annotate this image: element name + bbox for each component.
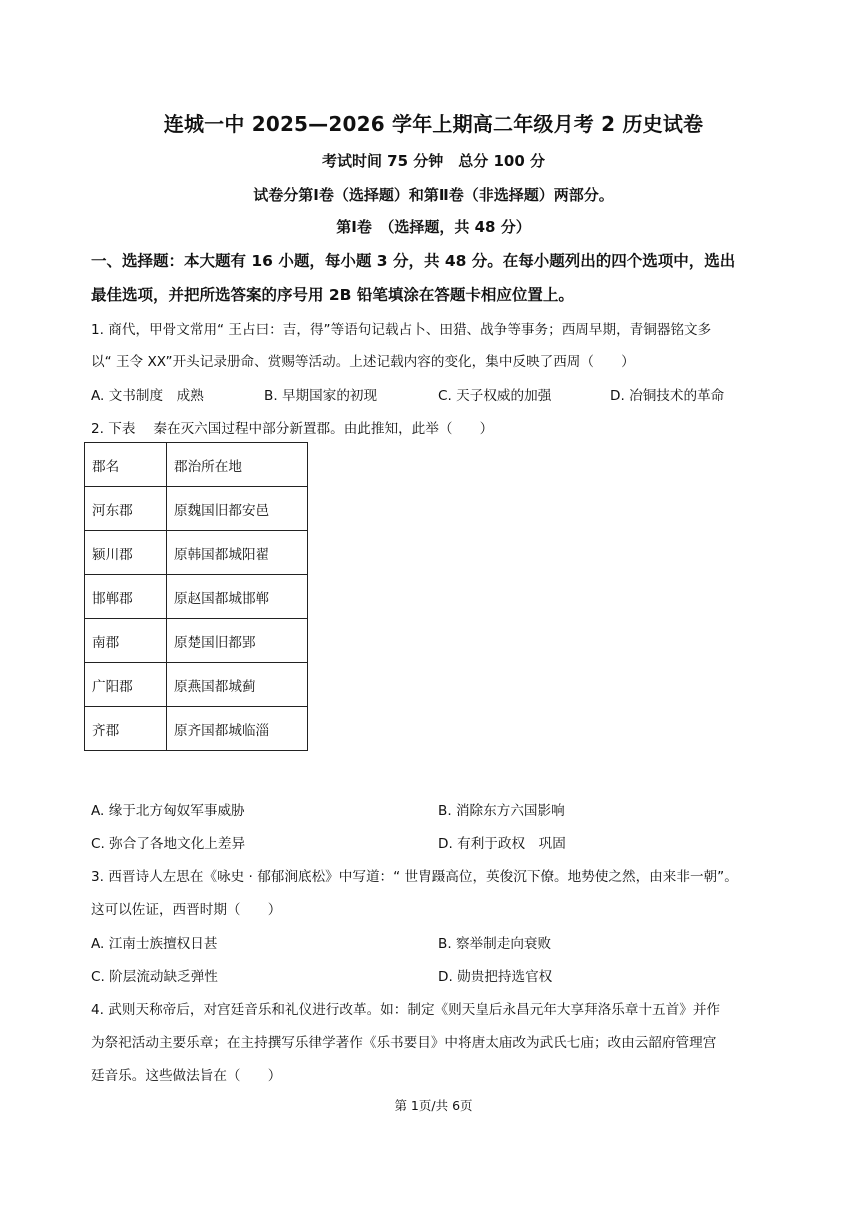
q4-stem-line1: 4. 武则天称帝后，对宫廷音乐和礼仪进行改革。如：制定《则天皇后永昌元年大享拜洛乐章十五首》并作 [91,1002,721,1018]
table-header-cell: 郡名 [85,443,167,487]
commandery-table [84,442,308,751]
q2-stem: 2. 下表 秦在灭六国过程中部分新置郡。由此推知，此举（ ） [91,421,494,437]
table-row [85,663,308,707]
q3-stem-line2: 这可以佐证，西晋时期（ ） [91,902,282,918]
table-cell: 原燕国都城蓟 [167,663,308,707]
exam-time-score: 考试时间 75 分钟 总分 100 分 [321,152,546,170]
q1-option-b: B. 早期国家的初现 [264,388,378,404]
q4-stem-line2: 为祭祀活动主要乐章；在主持撰写乐律学著作《乐书要目》中将唐太庙改为武氏七庙；改由云韶府管理宫 [91,1035,717,1051]
table-cell: 原韩国都城阳翟 [167,531,308,575]
q1-stem-line1: 1. 商代，甲骨文常用“ 王占曰：吉，得”等语句记载占卜、田猎、战争等事务；西周早期，青铜器铭文多 [91,322,712,338]
table-header-cell: 郡治所在地 [167,443,308,487]
table-cell: 原魏国旧都安邑 [167,487,308,531]
table-cell: 邯郸郡 [85,575,167,619]
section-instructions-line1: 一、选择题：本大题有 16 小题，每小题 3 分，共 48 分。在每小题列出的四个选项中，选出 [91,252,736,270]
page-number: 第 1页/共 6页 [394,1098,473,1113]
table-header-row [85,443,308,487]
q1-option-a: A. 文书制度 成熟 [91,388,204,404]
q3-option-c: C. 阶层流动缺乏弹性 [91,969,218,985]
table-cell: 颍川郡 [85,531,167,575]
q4-stem-line3: 廷音乐。这些做法旨在（ ） [91,1068,282,1084]
q2-option-b: B. 消除东方六国影响 [438,803,565,819]
table-row [85,487,308,531]
q3-option-d: D. 勋贵把持选官权 [438,969,553,985]
q1-option-d: D. 冶铜技术的革命 [610,388,725,404]
q3-stem-line1: 3. 西晋诗人左思在《咏史 · 郁郁涧底松》中写道：“ 世胄蹑高位，英俊沉下僚。地势使之然，由来非一朝”。 [91,869,738,885]
table-cell: 河东郡 [85,487,167,531]
table-row [85,619,308,663]
q2-option-a: A. 缘于北方匈奴军事威胁 [91,803,245,819]
q2-option-c: C. 弥合了各地文化上差异 [91,836,246,852]
table-cell: 齐郡 [85,707,167,751]
exam-title: 连城一中 2025—2026 学年上期高二年级月考 2 历史试卷 [163,112,704,136]
section-instructions-line2: 最佳选项，并把所选答案的序号用 2B 铅笔填涂在答题卡相应位置上。 [91,286,574,304]
table-cell: 原赵国都城邯郸 [167,575,308,619]
q3-option-a: A. 江南士族擅权日甚 [91,936,218,952]
table-row [85,707,308,751]
table-cell: 原齐国都城临淄 [167,707,308,751]
q1-option-c: C. 天子权威的加强 [438,388,552,404]
part1-heading: 第Ⅰ卷 （选择题，共 48 分） [336,218,531,236]
table-cell: 南郡 [85,619,167,663]
exam-parts-note: 试卷分第Ⅰ卷（选择题）和第Ⅱ卷（非选择题）两部分。 [253,186,614,204]
q2-option-d: D. 有利于政权 巩固 [438,836,566,852]
table-cell: 原楚国旧都郢 [167,619,308,663]
table-row [85,531,308,575]
q1-stem-line2: 以“ 王令 XX”开头记录册命、赏赐等活动。上述记载内容的变化，集中反映了西周（ ） [91,354,635,370]
table-row [85,575,308,619]
table-cell: 广阳郡 [85,663,167,707]
q3-option-b: B. 察举制走向衰败 [438,936,552,952]
